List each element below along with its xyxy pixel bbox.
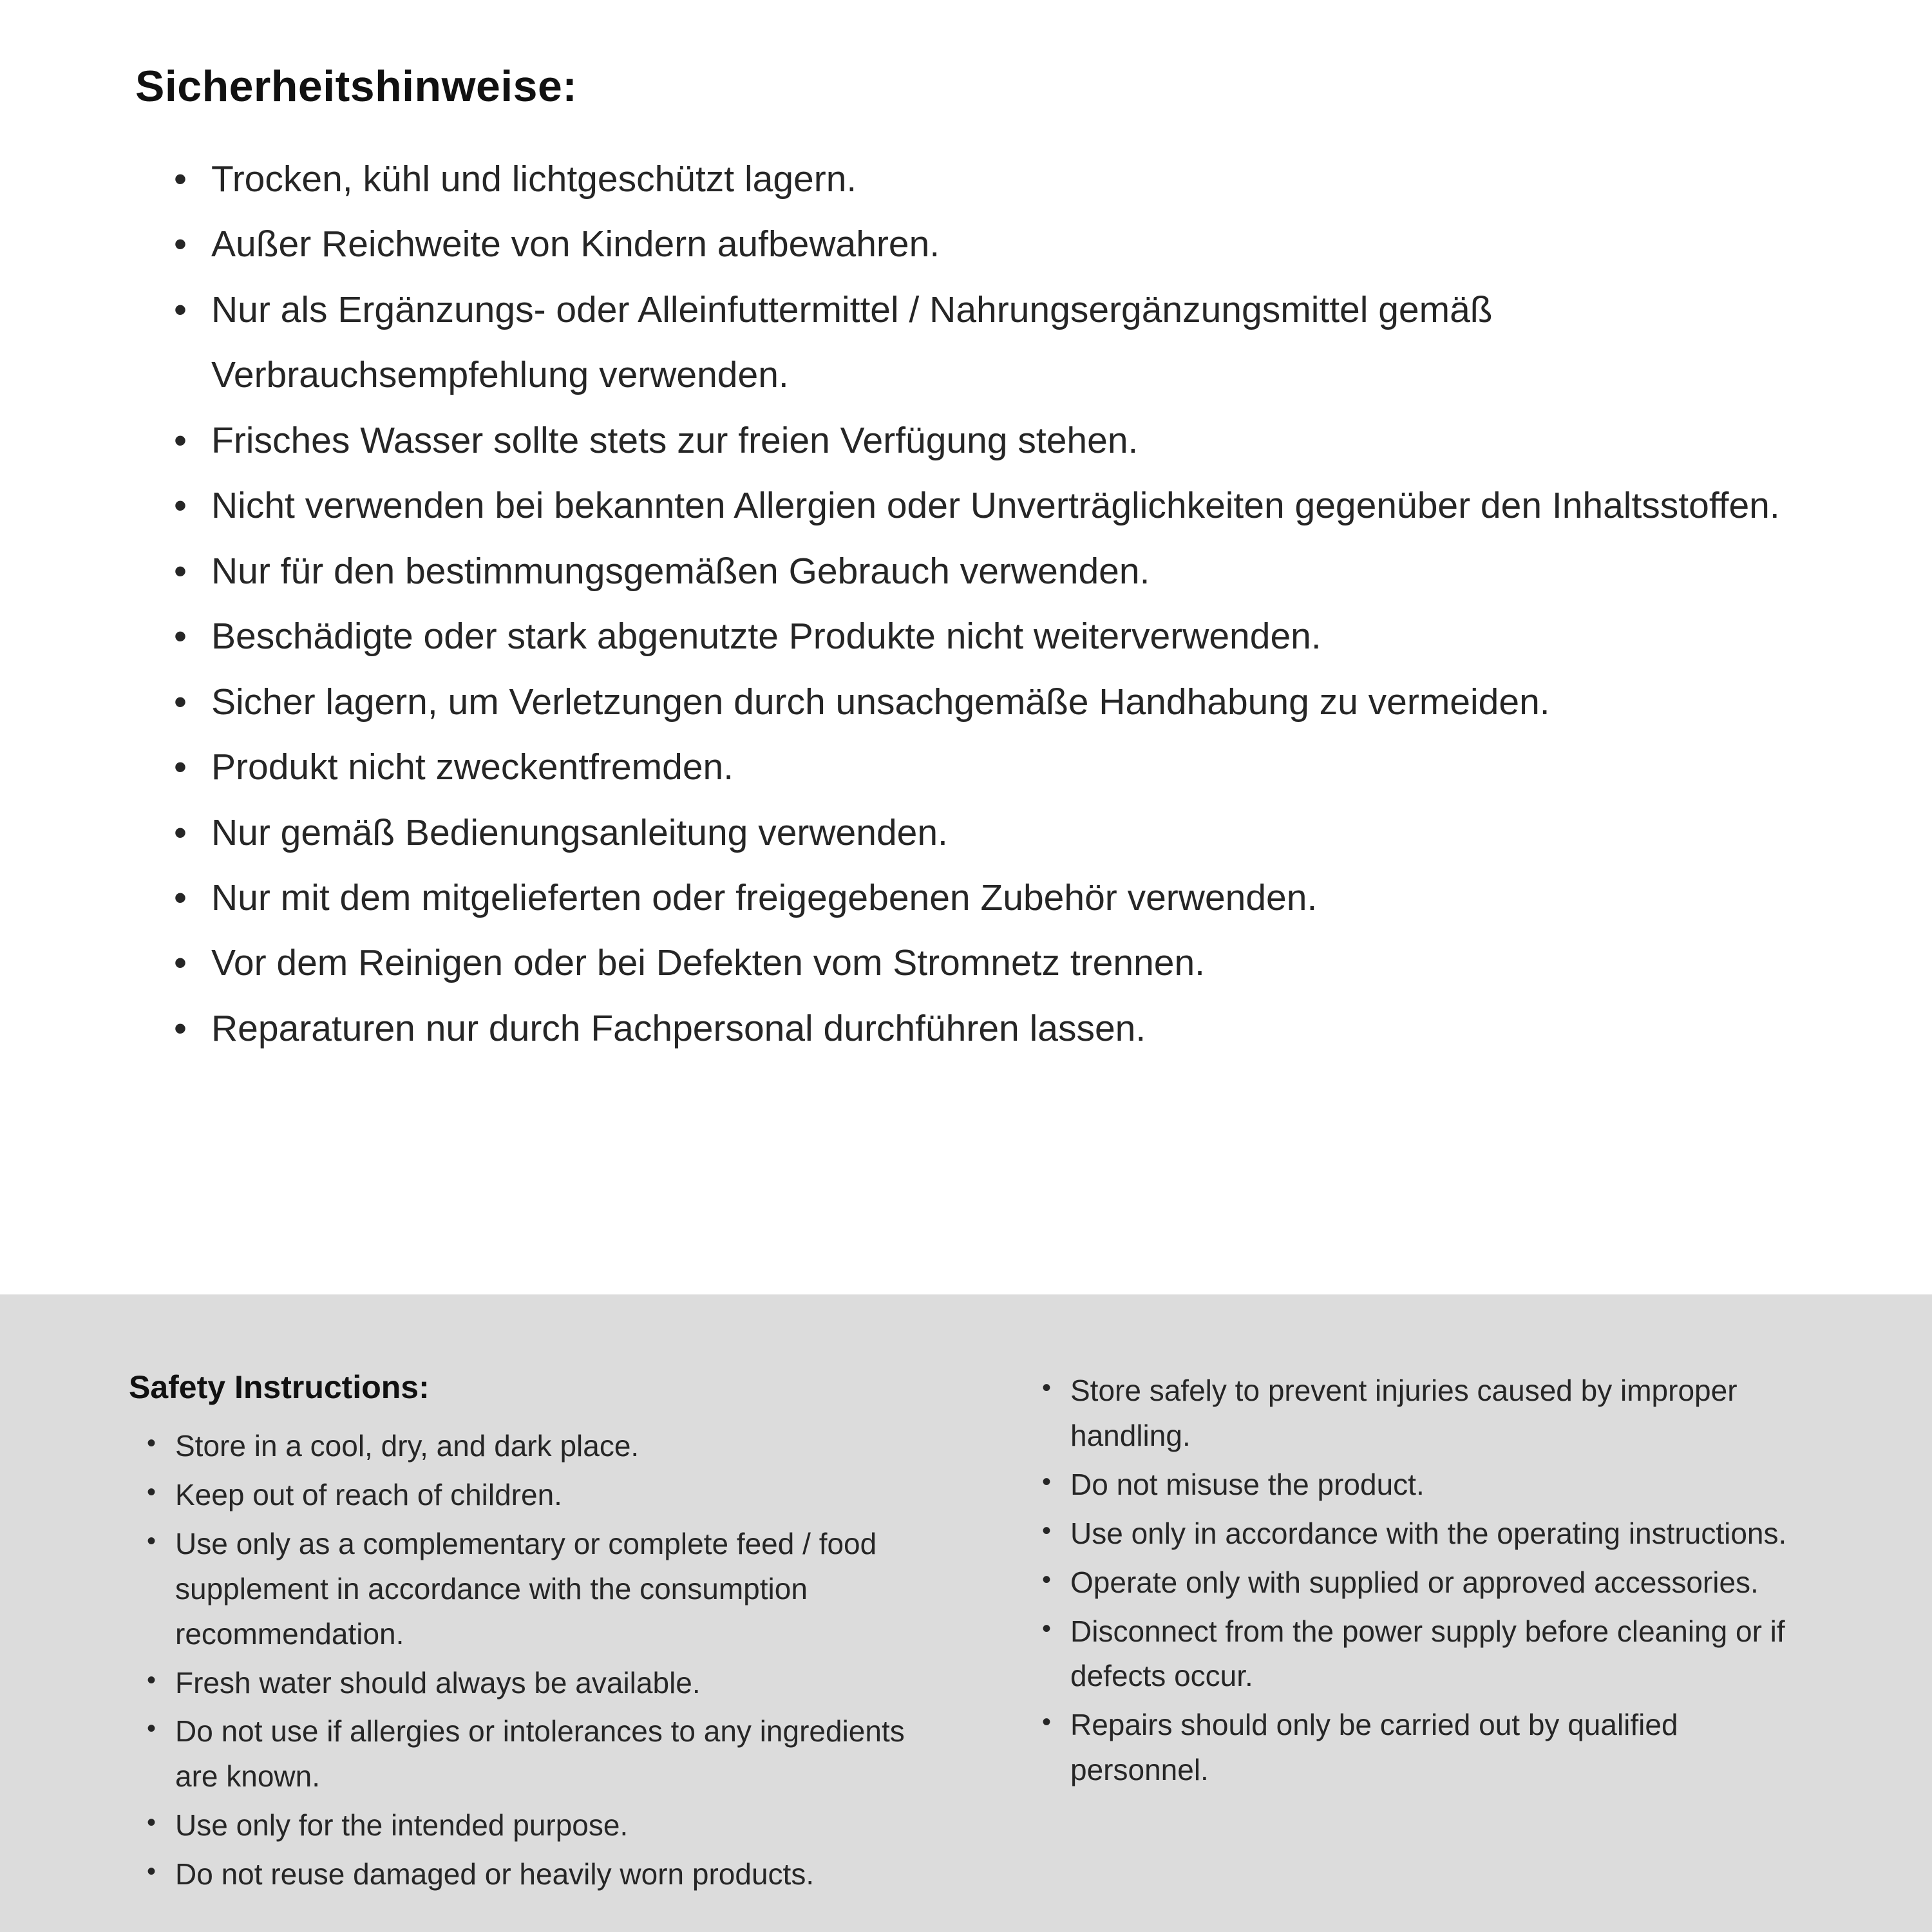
english-right-column [1024, 1368, 1810, 1901]
list-item: • Nur als Ergänzungs- oder Alleinfuttermittel / Nahrungsergänzungsmittel gemäß Verbrauchsempfehlung verwenden. [174, 278, 1803, 408]
list-item: • Operate only with supplied or approved accessories. [1042, 1560, 1810, 1605]
list-item: • Store in a cool, dry, and dark place. [147, 1424, 914, 1469]
english-safety-section [0, 1294, 1932, 1932]
english-safety-list-left [129, 1424, 914, 1897]
list-item: • Keep out of reach of children. [147, 1473, 914, 1518]
list-item: • Nur mit dem mitgelieferten oder freigegebenen Zubehör verwenden. [174, 866, 1803, 931]
english-columns [129, 1368, 1810, 1901]
list-item: • Do not misuse the product. [1042, 1463, 1810, 1508]
list-item: • Do not reuse damaged or heavily worn products. [147, 1852, 914, 1897]
list-item: • Nur für den bestimmungsgemäßen Gebrauch verwenden. [174, 539, 1803, 604]
list-item: • Frisches Wasser sollte stets zur freien Verfügung stehen. [174, 408, 1803, 473]
list-item: • Nur gemäß Bedienungsanleitung verwenden. [174, 800, 1803, 866]
german-safety-list [135, 147, 1803, 1061]
english-safety-list-right [1024, 1368, 1810, 1793]
list-item: • Disconnect from the power supply before cleaning or if defects occur. [1042, 1609, 1810, 1700]
list-item: • Nicht verwenden bei bekannten Allergien oder Unverträglichkeiten gegenüber den Inhaltsstoffen. [174, 473, 1803, 538]
list-item: • Reparaturen nur durch Fachpersonal durchführen lassen. [174, 996, 1803, 1061]
list-item: • Use only in accordance with the operating instructions. [1042, 1511, 1810, 1557]
list-item: • Do not use if allergies or intolerances to any ingredients are known. [147, 1709, 914, 1799]
list-item: • Sicher lagern, um Verletzungen durch unsachgemäße Handhabung zu vermeiden. [174, 670, 1803, 735]
list-item: • Use only for the intended purpose. [147, 1803, 914, 1848]
list-item: • Store safely to prevent injuries caused by improper handling. [1042, 1368, 1810, 1459]
english-left-column [129, 1368, 914, 1901]
german-section-title: Sicherheitshinweise: [135, 62, 578, 111]
list-item: • Beschädigte oder stark abgenutzte Produkte nicht weiterverwenden. [174, 604, 1803, 669]
list-item: • Repairs should only be carried out by qualified personnel. [1042, 1703, 1810, 1793]
list-item: • Trocken, kühl und lichtgeschützt lagern. [174, 147, 1803, 212]
list-item: • Use only as a complementary or complete feed / food supplement in accordance with the consumption recommendation. [147, 1522, 914, 1657]
list-item: • Fresh water should always be available. [147, 1661, 914, 1706]
list-item: • Außer Reichweite von Kindern aufbewahren. [174, 212, 1803, 277]
list-item: • Produkt nicht zweckentfremden. [174, 735, 1803, 800]
english-section-title: Safety Instructions: [129, 1369, 430, 1405]
list-item: • Vor dem Reinigen oder bei Defekten vom Stromnetz trennen. [174, 931, 1803, 996]
